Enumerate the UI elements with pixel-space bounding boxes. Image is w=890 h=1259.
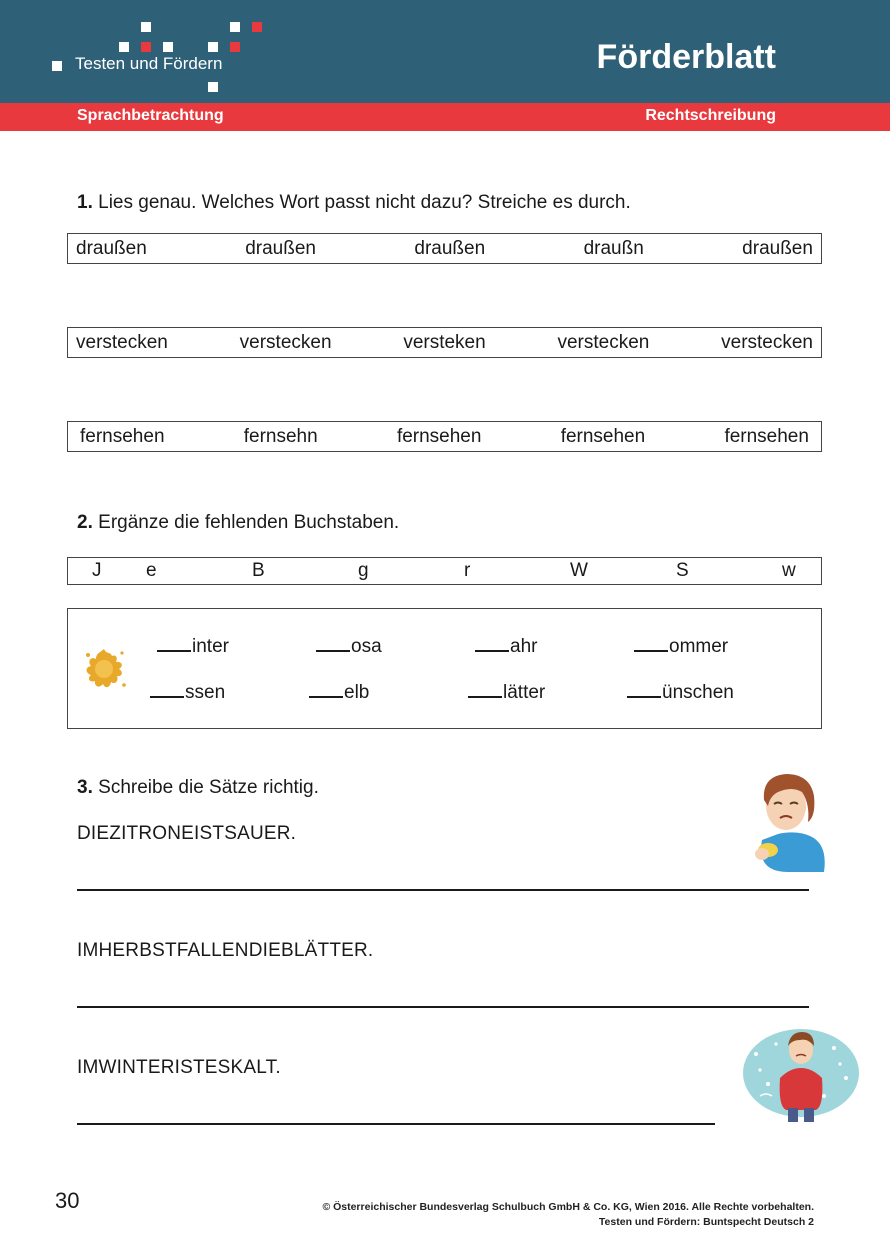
word[interactable]: verstecken xyxy=(721,331,813,353)
gap-fill-box xyxy=(67,608,822,729)
letter: r xyxy=(464,560,471,581)
category-left: Sprachbetrachtung xyxy=(77,107,224,124)
word-rest: ünschen xyxy=(662,682,734,703)
blank-line[interactable] xyxy=(627,680,661,698)
task1-instruction xyxy=(77,192,631,214)
word[interactable]: fernsehen xyxy=(396,425,482,447)
word-rest: ahr xyxy=(510,636,538,657)
logo-square xyxy=(119,42,129,52)
word-rest: inter xyxy=(192,636,229,657)
blank-line[interactable] xyxy=(309,680,343,698)
sun-splash-icon xyxy=(80,645,128,693)
word-rest: elb xyxy=(344,682,370,703)
letter: J xyxy=(92,560,102,581)
logo-square xyxy=(163,42,173,52)
letter: w xyxy=(782,560,796,581)
sentence: DIEZITRONEISTSAUER. xyxy=(77,823,297,844)
blank-line[interactable] xyxy=(475,634,509,652)
task-number: 1. xyxy=(77,192,93,213)
word-row xyxy=(67,233,822,264)
gap-word[interactable] xyxy=(309,680,369,704)
word[interactable]: fernsehn xyxy=(243,425,318,447)
blank-line[interactable] xyxy=(634,634,668,652)
word-rest: osa xyxy=(351,636,382,657)
gap-word[interactable] xyxy=(150,680,225,704)
write-line[interactable] xyxy=(77,1123,715,1125)
cold-boy-illustration xyxy=(742,1026,860,1124)
write-line[interactable] xyxy=(77,1006,809,1008)
word-row xyxy=(67,421,822,452)
word[interactable]: fernsehen xyxy=(724,425,809,447)
letter-bank xyxy=(67,557,822,585)
letter: W xyxy=(570,560,588,581)
task2-instruction xyxy=(77,512,399,534)
sentence: IMWINTERISTESKALT. xyxy=(77,1057,281,1078)
word[interactable]: verstecken xyxy=(239,331,332,353)
word[interactable]: draußn xyxy=(583,237,644,259)
word-rest: lätter xyxy=(503,682,546,703)
task-text: Ergänze die fehlenden Buchstaben. xyxy=(98,512,400,533)
boy-eating-lemon-illustration xyxy=(748,770,828,874)
word[interactable]: versteken xyxy=(403,331,486,353)
blank-line[interactable] xyxy=(468,680,502,698)
logo-square xyxy=(141,22,151,32)
word[interactable]: draußen xyxy=(245,237,316,259)
logo-text: Testen und Fördern xyxy=(75,54,223,73)
gap-word[interactable] xyxy=(634,634,728,658)
task3-instruction xyxy=(77,777,319,799)
page-number: 30 xyxy=(55,1188,80,1213)
book-title: Testen und Fördern: Buntspecht Deutsch 2 xyxy=(598,1216,814,1228)
gap-word[interactable] xyxy=(316,634,382,658)
logo-square xyxy=(52,61,62,71)
task-text: Lies genau. Welches Wort passt nicht dazu? Streiche es durch. xyxy=(98,192,631,213)
write-line[interactable] xyxy=(77,889,809,891)
logo-square xyxy=(141,42,151,52)
task-number: 2. xyxy=(77,512,93,533)
logo-square xyxy=(230,22,240,32)
word[interactable]: fernsehen xyxy=(560,425,646,447)
blank-line[interactable] xyxy=(150,680,184,698)
blank-line[interactable] xyxy=(316,634,350,652)
logo-square xyxy=(208,82,218,92)
gap-word[interactable] xyxy=(468,680,545,704)
gap-word[interactable] xyxy=(157,634,229,658)
task-number: 3. xyxy=(77,777,93,798)
task-text: Schreibe die Sätze richtig. xyxy=(98,777,319,798)
gap-word[interactable] xyxy=(627,680,734,704)
word[interactable]: draußen xyxy=(414,237,486,259)
category-right: Rechtschreibung xyxy=(645,107,776,124)
word-row xyxy=(67,327,822,358)
letter: S xyxy=(676,560,689,581)
logo-square xyxy=(230,42,240,52)
sentence: IMHERBSTFALLENDIEBLÄTTER. xyxy=(77,940,374,961)
gap-word[interactable] xyxy=(475,634,537,658)
word[interactable]: verstecken xyxy=(76,331,168,353)
logo-square xyxy=(252,22,262,32)
letter: e xyxy=(146,560,157,581)
word[interactable]: draußen xyxy=(742,237,813,259)
page-title: Förderblatt xyxy=(596,38,776,76)
word[interactable]: draußen xyxy=(76,237,147,259)
word-rest: ssen xyxy=(185,682,226,703)
blank-line[interactable] xyxy=(157,634,191,652)
letter: B xyxy=(252,560,265,581)
word[interactable]: fernsehen xyxy=(80,425,165,447)
word-rest: ommer xyxy=(669,636,729,657)
logo-square xyxy=(208,42,218,52)
copyright: © Österreichischer Bundesverlag Schulbuch GmbH & Co. KG, Wien 2016. Alle Rechte vorbehalten. xyxy=(322,1201,814,1213)
word[interactable]: verstecken xyxy=(557,331,650,353)
page-header xyxy=(0,0,890,103)
letter: g xyxy=(358,560,369,581)
